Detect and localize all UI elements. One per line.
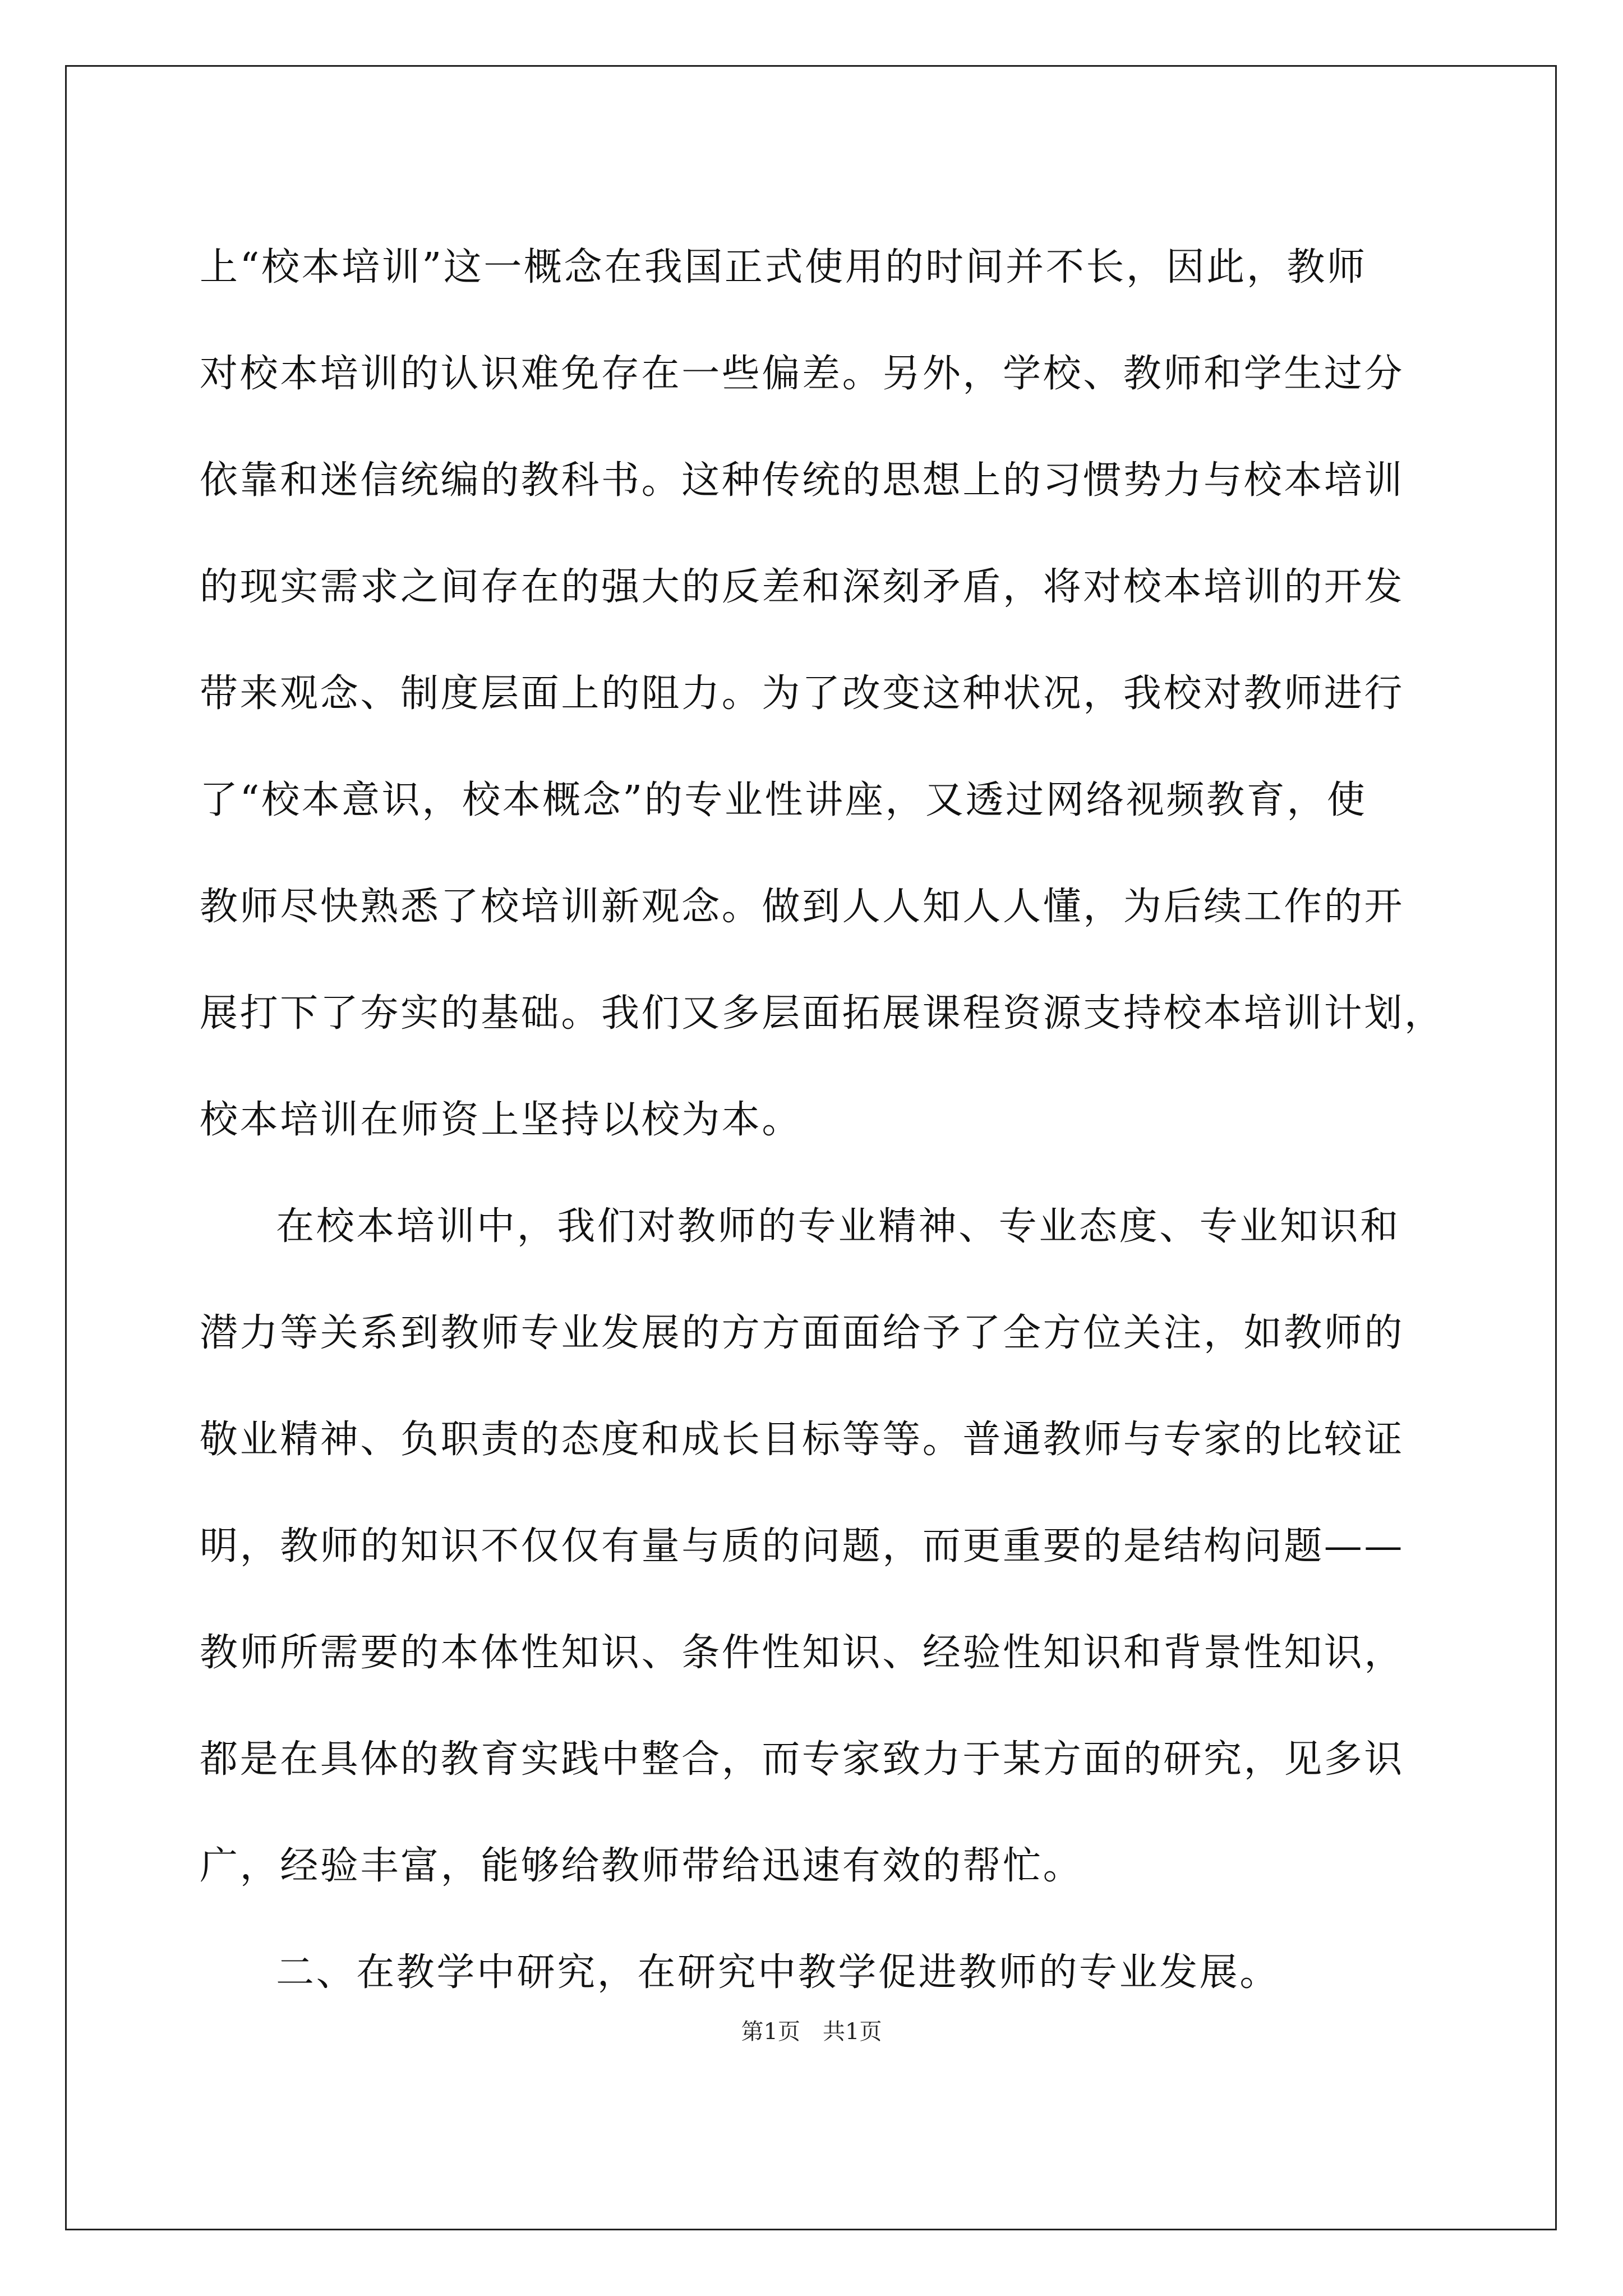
body-line-3: 依靠和迷信统编的教科书。这种传统的思想上的习惯势力与校本培训 bbox=[200, 458, 1405, 503]
body-line-9: 校本培训在师资上坚持以校为本。 bbox=[200, 1098, 803, 1142]
body-line-2: 对校本培训的认识难免存在一些偏差。另外，学校、教师和学生过分 bbox=[200, 352, 1405, 396]
body-line-13: 明，教师的知识不仅仅有量与质的问题，而更重要的是结构问题—— bbox=[200, 1524, 1405, 1568]
body-line-14: 教师所需要的本体性知识、条件性知识、经验性知识和背景性知识， bbox=[200, 1631, 1405, 1675]
body-line-6: 了“校本意识，校本概念”的专业性讲座，又透过网络视频教育，使 bbox=[200, 778, 1367, 822]
page-number: 第1页 共1页 bbox=[741, 2019, 882, 2045]
body-line-5: 带来观念、制度层面上的阻力。为了改变这种状况，我校对教师进行 bbox=[200, 671, 1405, 716]
body-line-7: 教师尽快熟悉了校培训新观念。做到人人知人人懂，为后续工作的开 bbox=[200, 885, 1405, 929]
body-line-10: 在校本培训中，我们对教师的专业精神、专业态度、专业知识和 bbox=[276, 1204, 1400, 1249]
body-line-17: 二、在教学中研究，在研究中教学促进教师的专业发展。 bbox=[276, 1950, 1280, 1995]
body-line-16: 广，经验丰富，能够给教师带给迅速有效的帮忙。 bbox=[200, 1844, 1083, 1888]
body-line-12: 敬业精神、负职责的态度和成长目标等等。普通教师与专家的比较证 bbox=[200, 1418, 1405, 1462]
body-line-15: 都是在具体的教育实践中整合，而专家致力于某方面的研究，见多识 bbox=[200, 1737, 1405, 1782]
body-line-8: 展打下了夯实的基础。我们又多层面拓展课程资源支持校本培训计划， bbox=[200, 991, 1445, 1036]
body-line-1: 上“校本培训”这一概念在我国正式使用的时间并不长，因此，教师 bbox=[200, 245, 1367, 289]
body-line-11: 潜力等关系到教师专业发展的方方面面给予了全方位关注，如教师的 bbox=[200, 1311, 1405, 1355]
document-body bbox=[200, 214, 1469, 2026]
body-line-4: 的现实需求之间存在的强大的反差和深刻矛盾，将对校本培训的开发 bbox=[200, 565, 1405, 609]
